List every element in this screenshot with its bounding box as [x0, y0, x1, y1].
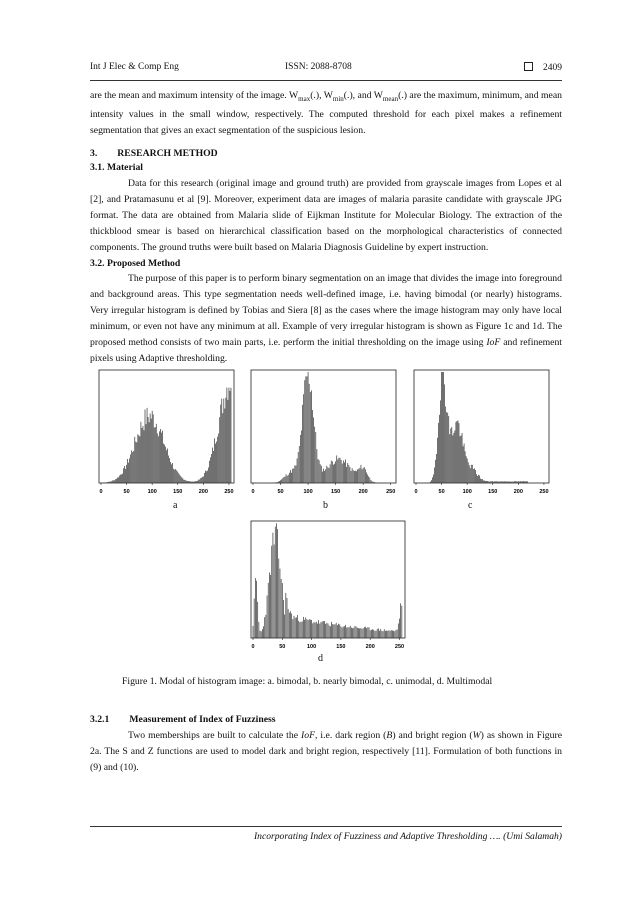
tick-label: 250	[394, 644, 405, 650]
histogram-panel-c	[410, 367, 553, 497]
tick-label: 250	[386, 489, 396, 495]
tick-label: 0	[414, 489, 418, 495]
paragraph-iof: Two memberships are built to calculate the IoF, i.e. dark region (B) and bright region (W) as shown in Figure 2a. The S and Z functions are used to model dark and bright region, respectively [11]. Formulation of both functions in (9) and (10).	[90, 730, 563, 773]
tick-label: 0	[251, 489, 255, 495]
plot-frame	[251, 370, 396, 483]
panel-label-d: d	[318, 653, 323, 664]
tick-label: 150	[173, 489, 183, 495]
tick-label: 200	[198, 489, 208, 495]
tick-label: 150	[331, 489, 341, 495]
tick-label: 100	[147, 489, 157, 495]
section-heading-3	[90, 148, 218, 159]
tick-label: 200	[513, 489, 523, 495]
tick-label: 150	[336, 644, 346, 650]
subsection-heading-3-2-1	[90, 714, 276, 725]
running-header	[90, 62, 562, 76]
tick-label: 250	[224, 489, 234, 495]
panel-label-c: c	[468, 500, 473, 511]
footer-rule	[90, 826, 562, 827]
plot-frame	[414, 370, 549, 483]
panel-label-b: b	[323, 500, 328, 511]
subsection-title: Measurement of Index of Fuzziness	[129, 714, 276, 725]
issn: ISSN: 2088-8708	[285, 62, 352, 72]
section-number: 3.	[90, 148, 98, 159]
tick-label: 100	[462, 489, 472, 495]
tick-label: 50	[279, 644, 286, 650]
tick-label: 50	[438, 489, 445, 495]
page-number: 2409	[543, 63, 562, 73]
figure-caption: Figure 1. Modal of histogram image: a. bimodal, b. nearly bimodal, c. unimodal, d. Multimodal	[122, 676, 493, 687]
tick-label: 100	[303, 489, 313, 495]
page-number-group	[524, 62, 562, 73]
subsection-number: 3.2.1	[90, 714, 110, 725]
paragraph-proposed-method: The purpose of this paper is to perform binary segmentation on an image that divides the image into foreground and background areas. This type segmentation needs well-defined image, i.e. having bimodal (or nearly) histograms. Very irregular histogram is defined by Tobias and Siera [8] as the cases where the image histogram may only have local minimum, or even not have any minimum at all. Example of very irregular histogram is shown as Figure 1c and 1d. The proposed method consists of two main parts, i.e. perform the initial thresholding on the image using IoF and refinement pixels using Adaptive thresholding.	[90, 273, 562, 364]
subsection-heading-3-1: 3.1. Material	[90, 162, 143, 173]
paragraph-intro: are the mean and maximum intensity of the image. $W_{max}(.)$, $W_{min}(.)$, and $W_{mean}(.)$ are the maximum, minimum, and mean intensity values in the small window, respectively. The computed threshold for each pixel makes a refinement segmentation that gives an exact segmentation of the suspicious lesion.	[90, 90, 562, 136]
tick-label: 150	[488, 489, 498, 495]
tick-label: 100	[307, 644, 317, 650]
checkbox-icon	[524, 62, 533, 71]
running-footer: Incorporating Index of Fuzziness and Adaptive Thresholding …. (Umi Salamah)	[253, 831, 562, 842]
subsection-heading-3-2: 3.2. Proposed Method	[90, 258, 181, 269]
tick-label: 50	[123, 489, 130, 495]
histogram-panel-b	[247, 367, 400, 497]
tick-label: 0	[99, 489, 103, 495]
tick-label: 200	[365, 644, 375, 650]
tick-label: 200	[358, 489, 368, 495]
histogram-panel-d	[247, 518, 409, 652]
histogram-panel-a	[95, 367, 238, 497]
journal-name: Int J Elec & Comp Eng	[90, 62, 179, 72]
tick-label: 250	[539, 489, 549, 495]
header-rule	[90, 80, 562, 81]
tick-label: 50	[277, 489, 284, 495]
panel-label-a: a	[173, 500, 178, 511]
tick-label: 0	[251, 644, 255, 650]
section-title: RESEARCH METHOD	[117, 148, 218, 159]
paragraph-material: Data for this research (original image and ground truth) are provided from grayscale images from Lopes et al [2], and Pratamasunu et al [9]. Moreover, experiment data are images of malaria parasite candidate with grayscale JPG format. The data are obtained from Malaria slide of Eijkman Institute for Molecular Biology. The extraction of the thickblood smear is based on hierarchical classification based on the morphological characteristics of connected components. The ground truths were built based on Malaria Diagnosis Guideline by expert instruction.	[90, 178, 562, 253]
